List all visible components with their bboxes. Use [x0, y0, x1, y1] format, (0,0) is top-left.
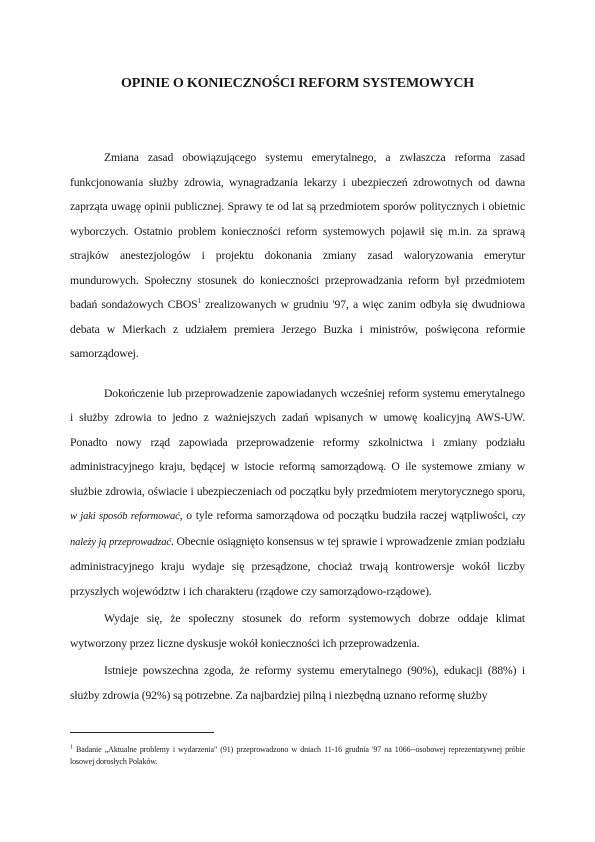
- paragraph-1: [70, 146, 525, 367]
- footnote-mark: 1: [70, 744, 73, 751]
- paragraph-2-italic-2: czy należy ją przeprowadzać: [70, 511, 525, 548]
- paragraph-1-text-a: Zmiana zasad obowiązującego systemu emerytalnego, a zwłaszcza reforma zasad funkcjonowania służby zdrowia, wynagradzania lekarzy i ubezpieczeń zdrowotnych od dawna zaprząta uwagę opinii publicznej. Sprawy te od lat są przedmiotem sporów politycznych i obietnic wyborczych. Ostatnio problem konieczności reform systemowych pojawił się m.in. za sprawą strajków anestezjologów i projektu dokonania zmiany zasad waloryzowania emerytur mundurowych. Społeczny stosunek do konieczności przeprowadzania reform był przedmiotem badań sondażowych CBOS: [70, 151, 525, 311]
- paragraph-2-text-b: , o tyle reforma samorządowa od początku budziła raczej wątpliwości,: [179, 509, 513, 522]
- paragraph-2: [70, 382, 525, 605]
- page-title: OPINIE O KONIECZNOŚCI REFORM SYSTEMOWYCH: [121, 76, 474, 91]
- footnote-divider: [70, 732, 214, 733]
- paragraph-4: Istnieje powszechna zgoda, że reformy systemu emerytalnego (90%), edukacji (88%) i służby zdrowia (92%) są potrzebne. Za najbardziej pilną i niezbędną uznano reformę służby: [70, 664, 525, 702]
- paragraph-2-text-a: Dokończenie lub przeprowadzenie zapowiadanych wcześniej reform systemu emerytalnego i służby zdrowia to jedno z ważniejszych zadań wpisanych w umowę koalicyjną AWS-UW. Ponadto nowy rząd zapowiada przeprowadzenie reformy szkolnictwa i zmiany podziału administracyjnego kraju, będącej w istocie reformą samorządową. O ile systemowe zmiany w służbie zdrowia, oświacie i ubezpieczeniach od początku były przedmiotem merytorycznego sporu,: [70, 386, 525, 498]
- footnote: [70, 744, 525, 768]
- paragraph-3: Wydaje się, że społeczny stosunek do reform systemowych dobrze oddaje klimat wytworzony przez liczne dyskusje wokół konieczności ich przeprowadzenia.: [70, 612, 525, 650]
- footnote-reference[interactable]: 1: [197, 297, 201, 306]
- paragraph-1-text-b: zrealizowanych w grudniu '97, a więc zanim odbyła się dwudniowa debata w Mierkach z udziałem premiera Jerzego Buzka i ministrów, poświęcona reformie samorządowej.: [70, 298, 525, 360]
- document-body: [70, 146, 525, 708]
- paragraph-2-text-c: . Obecnie osiągnięto konsensus w tej sprawie i wprowadzenie zmian podziału administracyjnego kraju wydaje się przesądzone, chociaż trwają kontrowersje wokół liczby przyszłych województw i ich charakteru (rządowe czy samorządowo-rządowe).: [70, 534, 525, 598]
- footnote-text: Badanie „Aktualne problemy i wydarzenia" (91) przeprowadzono w dniach 11-16 grudnia '97 na 1066--osobowej reprezentatywnej próbie losowej dorosłych Polaków.: [70, 745, 525, 766]
- paragraph-2-italic-1: w jaki sposób reformować: [70, 511, 180, 522]
